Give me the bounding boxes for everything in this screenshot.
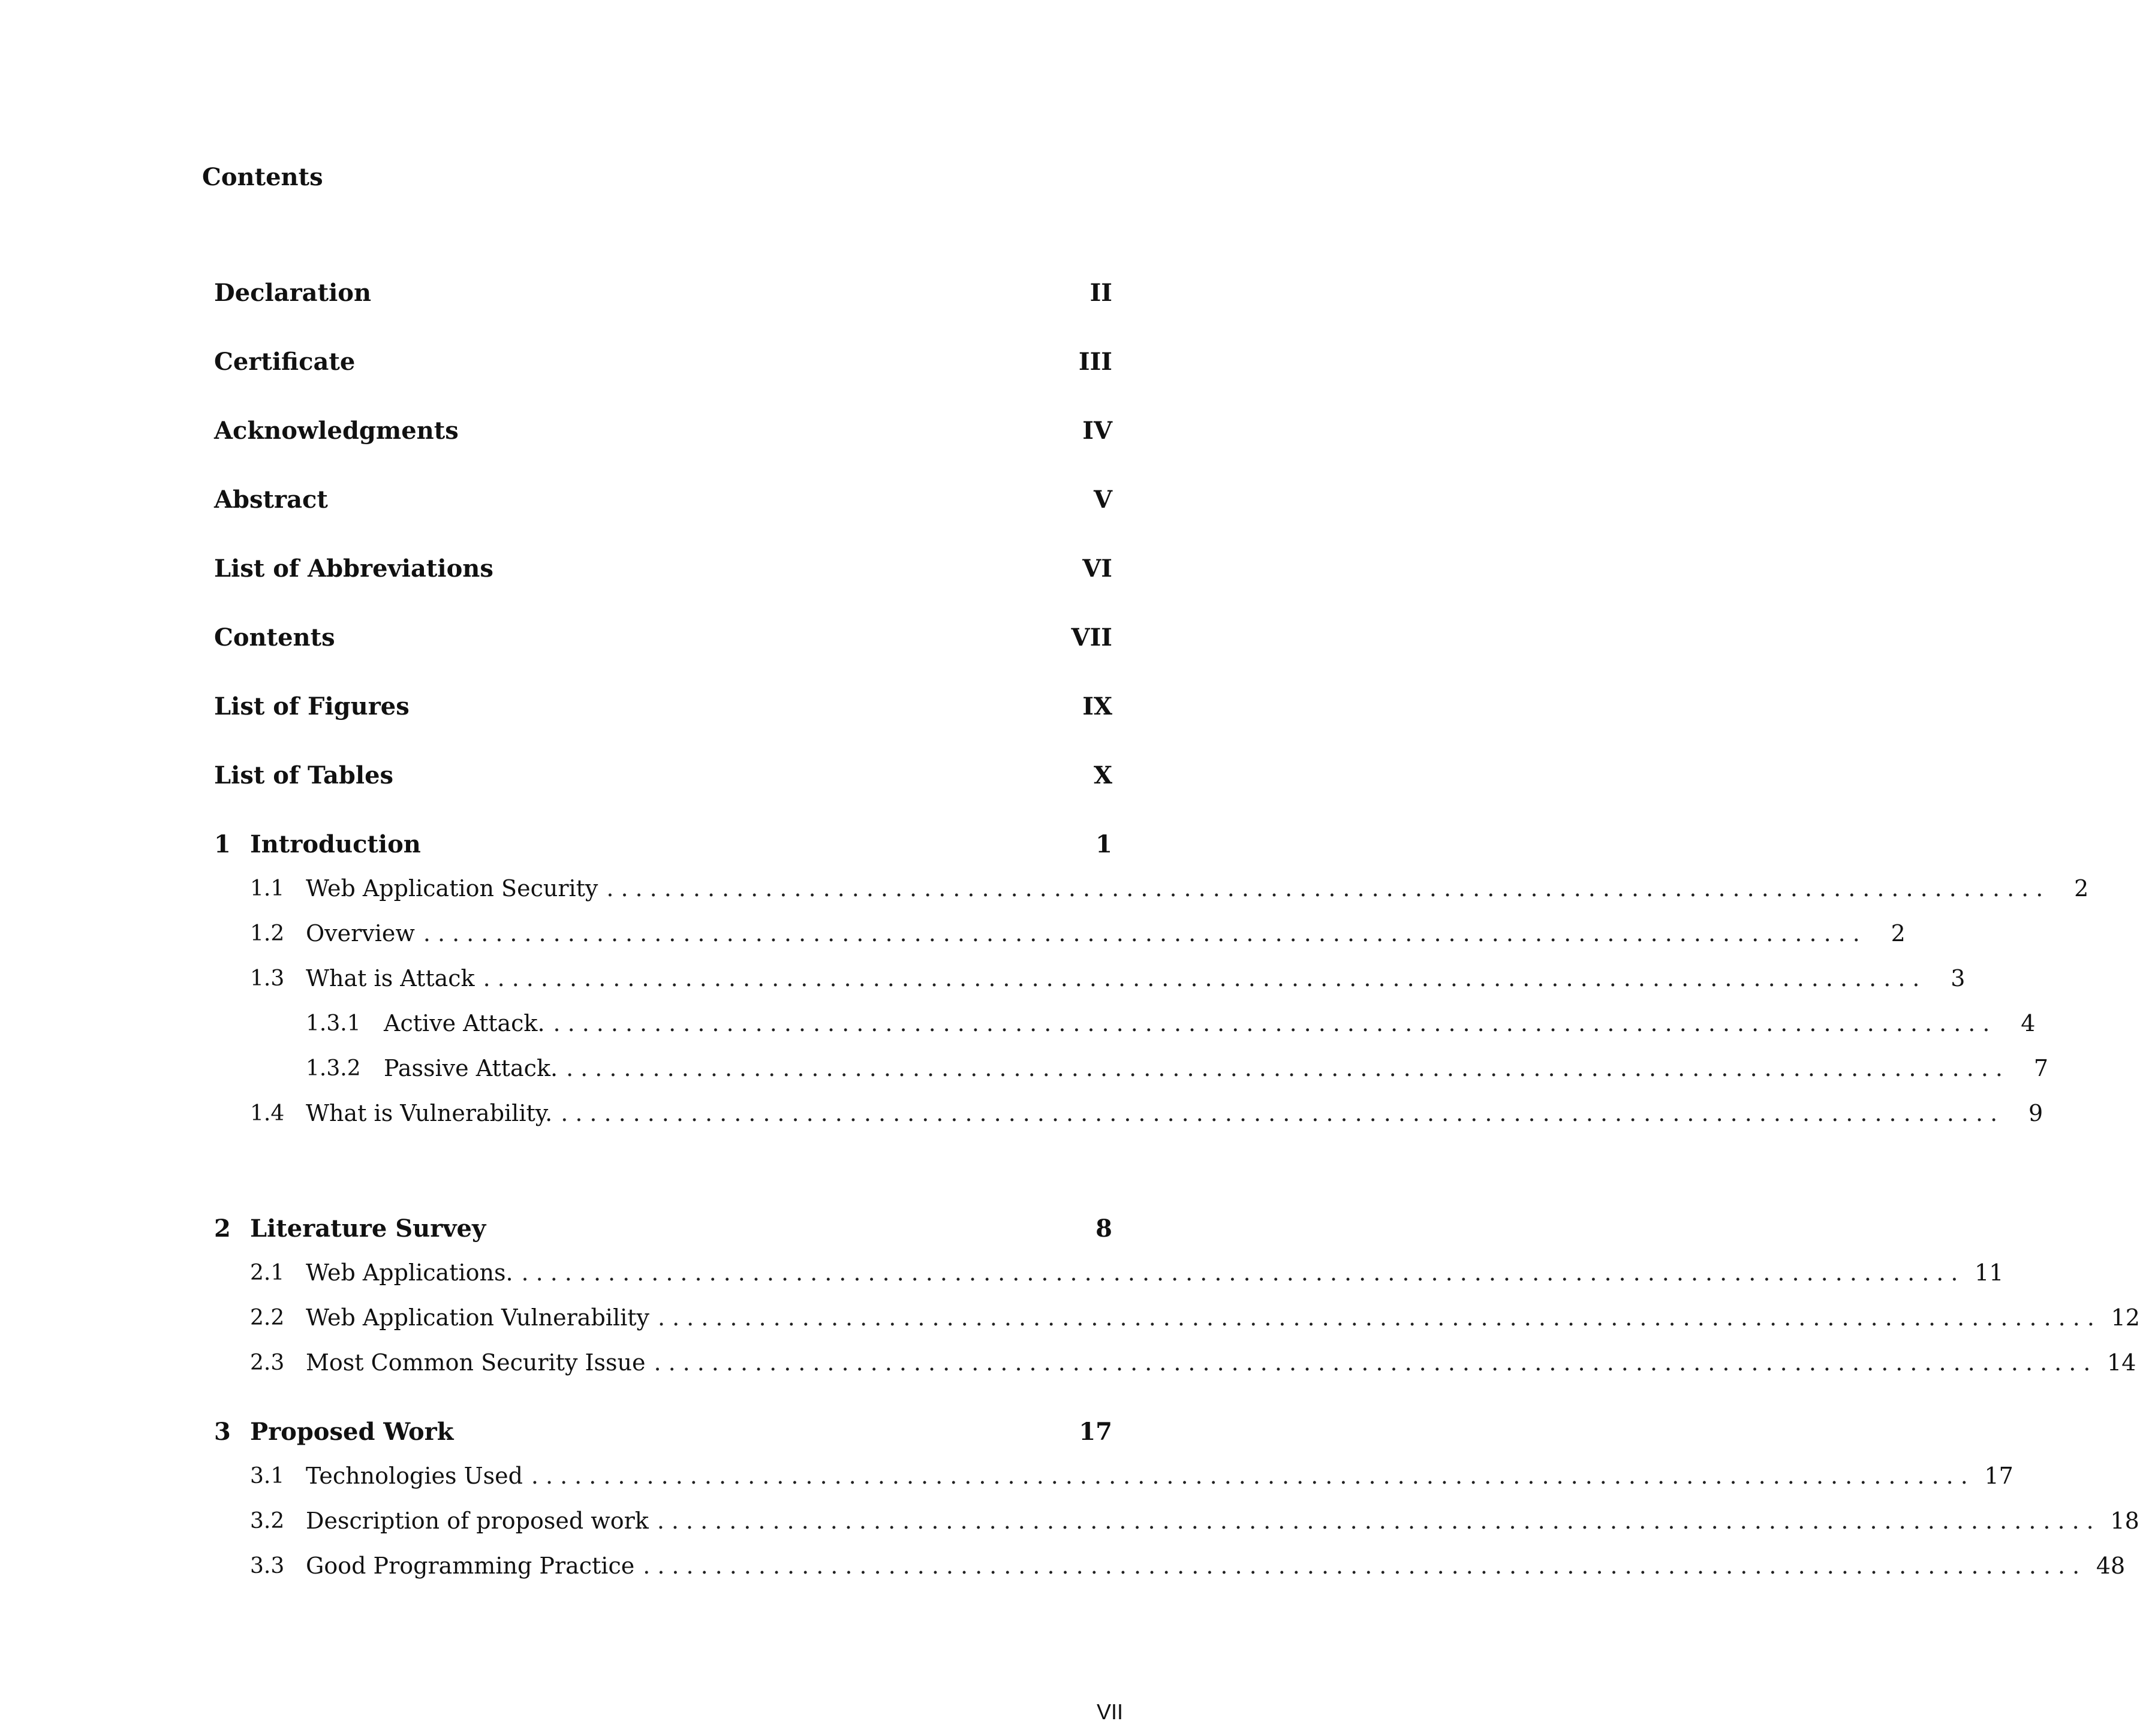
toc-chapter-page: 8: [1095, 1214, 1112, 1243]
toc-section-title: Web Applications.: [306, 1259, 513, 1286]
toc-entry-list-of-abbreviations[interactable]: [214, 550, 1112, 586]
toc-section-page: 14: [2107, 1349, 2136, 1376]
toc-section-number: 2.2: [250, 1305, 285, 1330]
toc-entry-abstract[interactable]: [214, 481, 1112, 517]
dot-leader: ....................................................................................................: [553, 1010, 1997, 1036]
toc-section-2-3[interactable]: [214, 1345, 2136, 1381]
toc-section-title: Technologies Used: [306, 1463, 523, 1489]
toc-entry-title: Certificate: [214, 347, 356, 376]
toc-entry-page: II: [1089, 278, 1112, 307]
toc-section-page: 2: [1891, 920, 1906, 947]
toc-chapter-number: 1: [214, 830, 231, 858]
toc-section-page: 17: [1984, 1463, 2013, 1489]
toc-section-3-2[interactable]: [214, 1503, 2139, 1539]
toc-entry-page: V: [1093, 485, 1112, 514]
page-number: VII: [1096, 1699, 1123, 1724]
dot-leader: ....................................................................................................: [483, 965, 1927, 991]
toc-chapter-page: 17: [1079, 1417, 1112, 1446]
toc-entry-title: Declaration: [214, 278, 372, 307]
toc-subsection-number: 1.3.2: [306, 1056, 361, 1081]
toc-section-title: Description of proposed work: [306, 1508, 649, 1534]
toc-section-title: Good Programming Practice: [306, 1553, 635, 1579]
toc-entry-title: Contents: [214, 623, 335, 652]
toc-section-title: Web Application Vulnerability: [306, 1304, 649, 1331]
dot-leader: ....................................................................................................: [561, 1100, 2005, 1126]
toc-section-page: 11: [1975, 1259, 2004, 1286]
toc-section-page: 48: [2096, 1553, 2126, 1579]
toc-section-page: 12: [2111, 1304, 2140, 1331]
toc-section-number: 1.2: [250, 921, 285, 946]
toc-entry-acknowledgments[interactable]: [214, 412, 1112, 448]
toc-subsection-1-3-1[interactable]: [214, 1005, 2036, 1041]
dot-leader: ....................................................................................................: [423, 920, 1867, 947]
toc-section-2-1[interactable]: [214, 1255, 2004, 1291]
toc-chapter-title: Literature Survey: [250, 1214, 486, 1243]
toc-section-1-4[interactable]: [214, 1095, 2043, 1131]
toc-section-page: 18: [2110, 1508, 2139, 1534]
toc-section-2-2[interactable]: [214, 1300, 2140, 1336]
toc-entry-declaration[interactable]: [214, 275, 1112, 311]
toc-chapter-page: 1: [1095, 830, 1112, 858]
dot-leader: ....................................................................................................: [531, 1463, 1975, 1489]
toc-section-page: 2: [2074, 875, 2089, 902]
toc-section-number: 3.2: [250, 1508, 285, 1533]
toc-section-number: 1.1: [250, 876, 285, 901]
toc-entry-page: VI: [1082, 554, 1112, 583]
dot-leader: ....................................................................................................: [654, 1349, 2098, 1376]
toc-section-number: 3.1: [250, 1463, 285, 1488]
table-of-contents: [214, 0, 2140, 1736]
dot-leader: ....................................................................................................: [658, 1304, 2102, 1331]
toc-section-number: 1.3: [250, 966, 285, 991]
toc-entry-contents[interactable]: [214, 619, 1112, 655]
toc-entry-title: List of Figures: [214, 692, 410, 721]
toc-chapter-title: Introduction: [250, 830, 421, 858]
toc-section-number: 3.3: [250, 1553, 285, 1578]
toc-entry-list-of-figures[interactable]: [214, 688, 1112, 724]
toc-entry-title: List of Tables: [214, 761, 394, 789]
toc-entry-page: IV: [1082, 416, 1112, 445]
toc-chapter-introduction[interactable]: [214, 826, 1112, 862]
toc-section-3-3[interactable]: [214, 1548, 2126, 1584]
toc-subsection-number: 1.3.1: [306, 1011, 361, 1036]
toc-section-1-1[interactable]: [214, 870, 2089, 906]
toc-entry-page: VII: [1071, 623, 1112, 652]
toc-chapter-literature-survey[interactable]: [214, 1210, 1112, 1246]
toc-section-1-3[interactable]: [214, 960, 1966, 996]
toc-chapter-title: Proposed Work: [250, 1417, 454, 1446]
toc-subsection-page: 4: [2021, 1010, 2036, 1036]
dot-leader: ....................................................................................................: [643, 1553, 2087, 1579]
toc-section-3-1[interactable]: [214, 1458, 2013, 1494]
dot-leader: ....................................................................................................: [657, 1508, 2101, 1534]
toc-section-number: 1.4: [250, 1101, 285, 1126]
toc-chapter-proposed-work[interactable]: [214, 1413, 1112, 1449]
dot-leader: ....................................................................................................: [606, 875, 2051, 902]
dot-leader: ....................................................................................................: [521, 1259, 1966, 1286]
toc-section-title: What is Attack: [306, 965, 475, 991]
toc-section-page: 3: [1951, 965, 1966, 991]
toc-section-title: Web Application Security: [306, 875, 598, 902]
toc-subsection-title: Passive Attack.: [384, 1055, 558, 1081]
toc-subsection-1-3-2[interactable]: [214, 1050, 2048, 1086]
toc-entry-title: Acknowledgments: [214, 416, 459, 445]
toc-entry-page: IX: [1082, 692, 1112, 721]
toc-section-number: 2.3: [250, 1350, 285, 1375]
toc-entry-title: Abstract: [214, 485, 328, 514]
page-title: Contents: [202, 163, 323, 191]
toc-entry-certificate[interactable]: [214, 343, 1112, 379]
toc-entry-page: X: [1093, 761, 1112, 789]
toc-section-title: Overview: [306, 920, 415, 947]
toc-chapter-number: 3: [214, 1417, 231, 1446]
toc-chapter-number: 2: [214, 1214, 231, 1243]
toc-section-number: 2.1: [250, 1260, 285, 1285]
toc-section-title: What is Vulnerability.: [306, 1100, 553, 1126]
toc-section-1-2[interactable]: [214, 915, 1906, 951]
toc-subsection-title: Active Attack.: [384, 1010, 545, 1036]
toc-section-title: Most Common Security Issue: [306, 1349, 646, 1376]
dot-leader: ....................................................................................................: [566, 1055, 2010, 1081]
toc-entry-title: List of Abbreviations: [214, 554, 493, 583]
toc-section-page: 9: [2028, 1100, 2043, 1126]
toc-entry-list-of-tables[interactable]: [214, 757, 1112, 793]
toc-subsection-page: 7: [2033, 1055, 2048, 1081]
toc-entry-page: III: [1078, 347, 1112, 376]
